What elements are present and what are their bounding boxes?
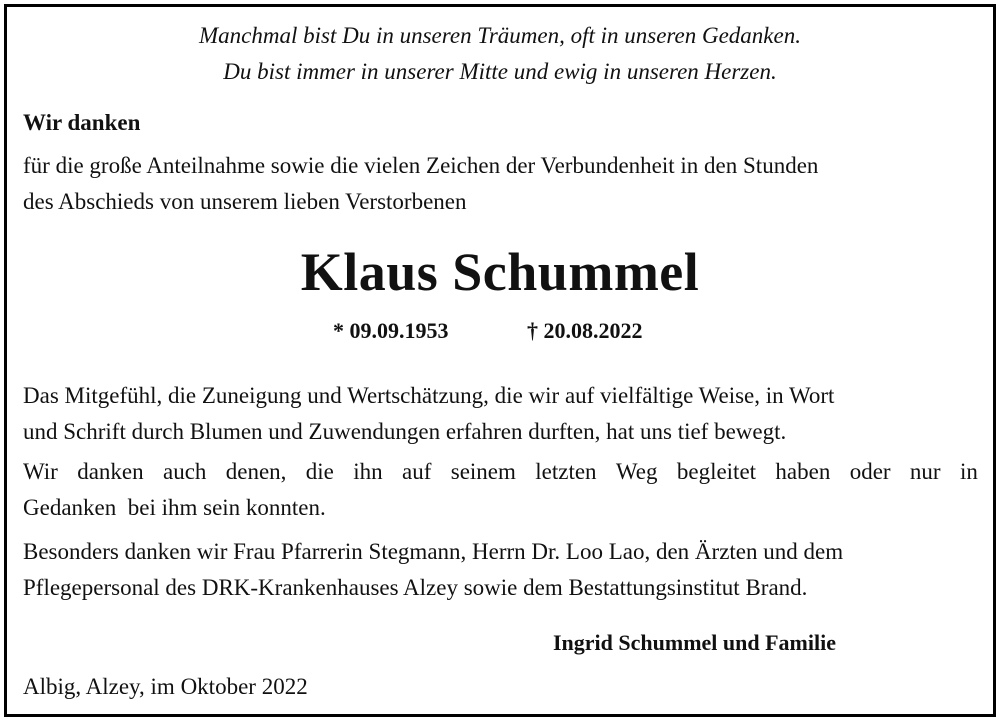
paragraph-line: Das Mitgefühl, die Zuneigung und Wertschätzung, die wir auf vielfältige Weise, in Wort [23,383,835,408]
motto [0,18,1000,90]
paragraph-line: Besonders danken wir Frau Pfarrerin Stegmann, Herrn Dr. Loo Lao, den Ärzten und dem [23,539,844,564]
paragraph-word: Weg [615,459,658,484]
paragraph-word: die [305,459,334,484]
paragraph-companions [23,454,978,526]
signature: Ingrid Schummel und Familie [553,630,836,655]
paragraph-word: nur [909,459,941,484]
motto-line-2: Du bist immer in unserer Mitte und ewig in unseren Herzen. [223,59,777,84]
death-date: † 20.08.2022 [527,318,643,343]
intro-text [23,148,978,220]
birth-date: * 09.09.1953 [333,318,449,343]
motto-line-1: Manchmal bist Du in unseren Träumen, oft in unseren Gedanken. [199,23,801,48]
paragraph-word: auch [162,459,207,484]
paragraph-special-thanks [23,534,978,606]
paragraph-line: und Schrift durch Blumen und Zuwendungen erfahren durften, hat uns tief bewegt. [23,419,787,444]
paragraph-word: auf [402,459,432,484]
paragraph-word: seinem [450,459,516,484]
paragraph-word: denen, [225,459,287,484]
paragraph-sympathy [23,378,978,450]
paragraph-word: haben [775,459,831,484]
deceased-name: Klaus Schummel [300,242,700,302]
intro-line-2: des Abschieds von unserem lieben Verstorbenen [23,189,467,214]
paragraph-word: in [959,459,978,484]
paragraph-word: ihn [353,459,383,484]
paragraph-word: begleitet [676,459,757,484]
thanks-heading: Wir danken [23,110,141,135]
paragraph-word: danken [77,459,144,484]
notice-border [4,4,996,717]
paragraph-line: Pflegepersonal des DRK-Krankenhauses Alzey sowie dem Bestattungsinstitut Brand. [23,575,808,600]
paragraph-line: Gedanken bei ihm sein konnten. [23,495,326,520]
place-date: Albig, Alzey, im Oktober 2022 [23,674,308,699]
paragraph-word: oder [849,459,891,484]
paragraph-word: Wir [23,459,58,484]
paragraph-line-justified [23,454,978,490]
intro-line-1: für die große Anteilnahme sowie die vielen Zeichen der Verbundenheit in den Stunden [23,153,819,178]
paragraph-word: letzten [535,459,597,484]
